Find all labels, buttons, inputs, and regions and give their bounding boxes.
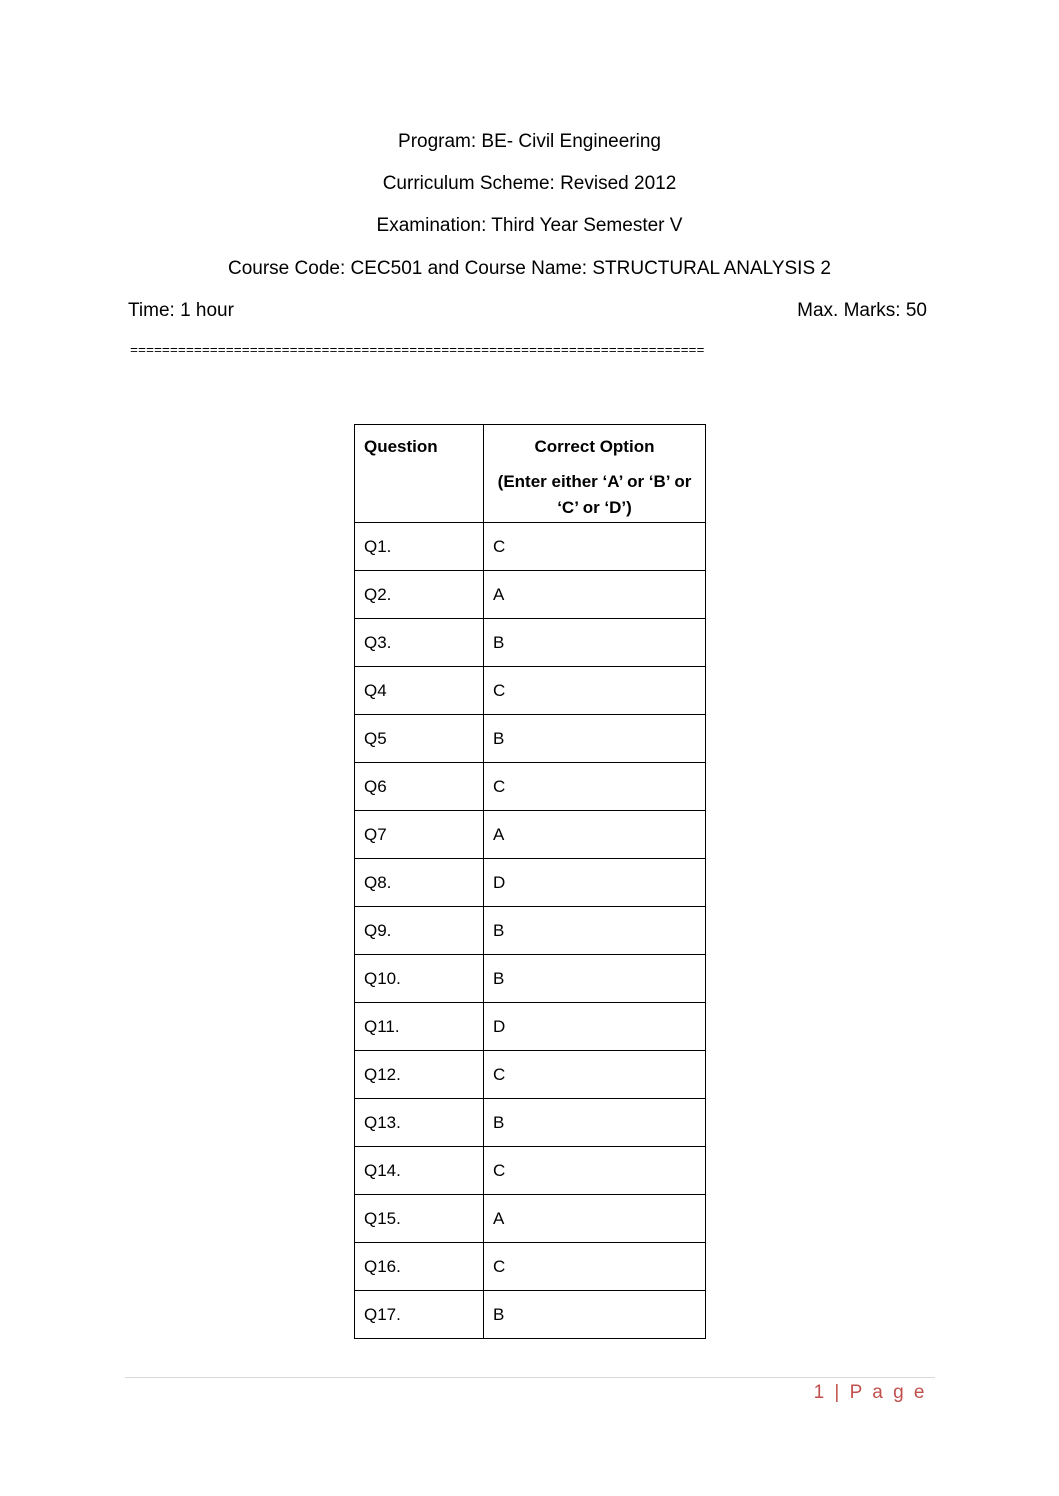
answer-cell: C: [484, 763, 706, 811]
footer-divider: [125, 1377, 935, 1378]
question-cell: Q6: [355, 763, 484, 811]
question-cell: Q8.: [355, 859, 484, 907]
question-cell: Q2.: [355, 571, 484, 619]
table-row: [355, 859, 706, 907]
answer-cell: B: [484, 955, 706, 1003]
question-cell: Q15.: [355, 1195, 484, 1243]
question-cell: Q7: [355, 811, 484, 859]
answer-cell: C: [484, 1147, 706, 1195]
program-line: Program: BE- Civil Engineering: [398, 131, 661, 152]
answer-cell: D: [484, 859, 706, 907]
answer-cell: B: [484, 619, 706, 667]
correct-option-title: Correct Option: [534, 437, 655, 456]
table-row: [355, 571, 706, 619]
question-cell: Q12.: [355, 1051, 484, 1099]
table-row: [355, 1291, 706, 1339]
answer-cell: B: [484, 907, 706, 955]
answer-rows: [355, 523, 706, 1339]
question-column-header: Question: [355, 425, 484, 523]
answer-cell: A: [484, 1195, 706, 1243]
table-row: [355, 619, 706, 667]
question-cell: Q5: [355, 715, 484, 763]
question-cell: Q16.: [355, 1243, 484, 1291]
table-row: [355, 907, 706, 955]
table-row: [355, 811, 706, 859]
answer-cell: B: [484, 1099, 706, 1147]
answer-cell: C: [484, 1051, 706, 1099]
question-cell: Q14.: [355, 1147, 484, 1195]
answer-cell: B: [484, 1291, 706, 1339]
table-row: [355, 763, 706, 811]
question-cell: Q17.: [355, 1291, 484, 1339]
max-marks-label: Max. Marks: 50: [797, 300, 927, 321]
table-row: [355, 1051, 706, 1099]
table-row: [355, 715, 706, 763]
table-row: [355, 1003, 706, 1051]
time-label: Time: 1 hour: [128, 300, 234, 321]
table-row: [355, 955, 706, 1003]
correct-option-hint: (Enter either ‘A’ or ‘B’ or ‘C’ or ‘D’): [497, 472, 692, 517]
answer-cell: A: [484, 811, 706, 859]
curriculum-scheme-line: Curriculum Scheme: Revised 2012: [382, 173, 677, 194]
question-cell: Q13.: [355, 1099, 484, 1147]
separator-line: ========================================================================: [130, 343, 705, 358]
table-row: [355, 1195, 706, 1243]
table-row: [355, 667, 706, 715]
question-cell: Q9.: [355, 907, 484, 955]
page-number: 1 | P a g e: [813, 1382, 927, 1403]
answer-cell: C: [484, 667, 706, 715]
correct-option-column-header: [484, 425, 706, 523]
question-cell: Q11.: [355, 1003, 484, 1051]
answer-cell: C: [484, 523, 706, 571]
question-cell: Q10.: [355, 955, 484, 1003]
table-row: [355, 523, 706, 571]
answer-cell: B: [484, 715, 706, 763]
table-header-row: [355, 425, 706, 523]
question-cell: Q4: [355, 667, 484, 715]
table-row: [355, 1243, 706, 1291]
answer-cell: C: [484, 1243, 706, 1291]
answer-cell: D: [484, 1003, 706, 1051]
answer-cell: A: [484, 571, 706, 619]
question-cell: Q3.: [355, 619, 484, 667]
examination-line: Examination: Third Year Semester V: [376, 215, 683, 236]
question-cell: Q1.: [355, 523, 484, 571]
course-line: Course Code: CEC501 and Course Name: STRUCTURAL ANALYSIS 2: [228, 258, 831, 279]
answer-key-table: [354, 424, 706, 1339]
table-row: [355, 1147, 706, 1195]
table-row: [355, 1099, 706, 1147]
